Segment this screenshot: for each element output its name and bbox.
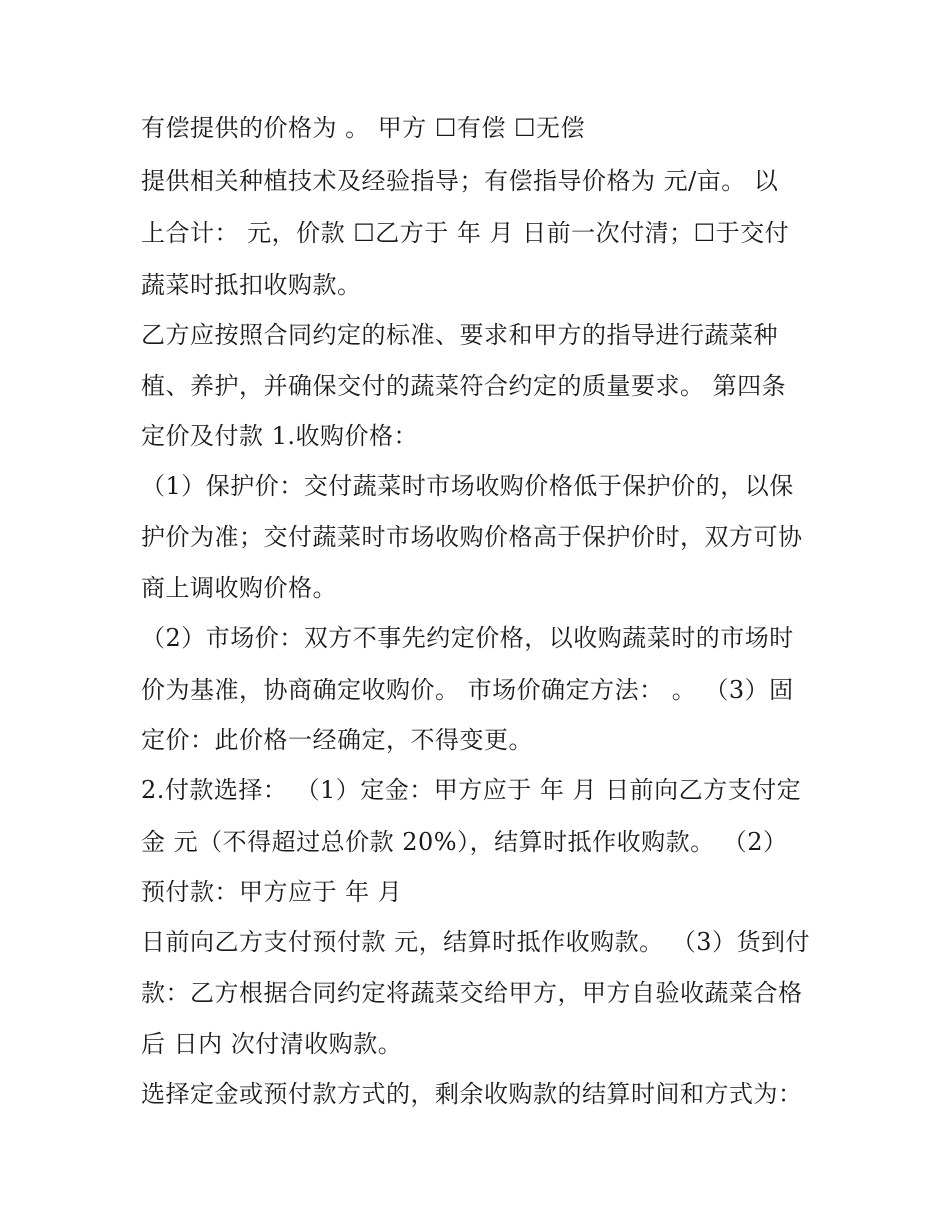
text-line: 日前向乙方支付预付款 元，结算时抵作收购款。 （3）货到付 [141, 928, 811, 956]
text-line: 植、养护，并确保交付的蔬菜符合约定的质量要求。 第四条 [141, 372, 787, 400]
text-line: 护价为准；交付蔬菜时市场收购价格高于保护价时，双方可协 [141, 523, 803, 551]
text-line: 选择定金或预付款方式的，剩余收购款的结算时间和方式为： [141, 1080, 803, 1108]
text-line: 预付款：甲方应于 年 月 [141, 878, 403, 906]
text-line: 定价：此价格一经确定，不得变更。 [141, 726, 533, 754]
text-line: 商上调收购价格。 [141, 574, 337, 602]
text-line: 上合计： 元，价款 ☐乙方于 年 月 日前一次付清；☐于交付 [141, 219, 790, 247]
text-line: 金 元（不得超过总价款 20%），结算时抵作收购款。 （2） [141, 828, 788, 856]
text-line: 有偿提供的价格为 。 甲方 ☐有偿 ☐无偿 [141, 114, 586, 142]
text-line: 价为基准，协商确定收购价。 市场价确定方法： 。 （3）固 [141, 676, 794, 704]
text-line: 定价及付款 1.收购价格： [141, 422, 419, 450]
text-line: 提供相关种植技术及经验指导；有偿指导价格为 元/亩。 以 [141, 167, 779, 195]
text-line: 2.付款选择： （1）定金：甲方应于 年 月 日前向乙方支付定 [141, 776, 802, 804]
text-line: （2）市场价：双方不事先约定价格，以收购蔬菜时的市场时 [141, 624, 794, 652]
text-line: （1）保护价：交付蔬菜时市场收购价格低于保护价的，以保 [141, 472, 794, 500]
text-line: 款：乙方根据合同约定将蔬菜交给甲方，甲方自验收蔬菜合格 [141, 979, 803, 1007]
text-line: 后 日内 次付清收购款。 [141, 1030, 403, 1058]
text-line: 蔬菜时抵扣收购款。 [141, 271, 362, 299]
text-line: 乙方应按照合同约定的标准、要求和甲方的指导进行蔬菜种 [141, 321, 778, 349]
